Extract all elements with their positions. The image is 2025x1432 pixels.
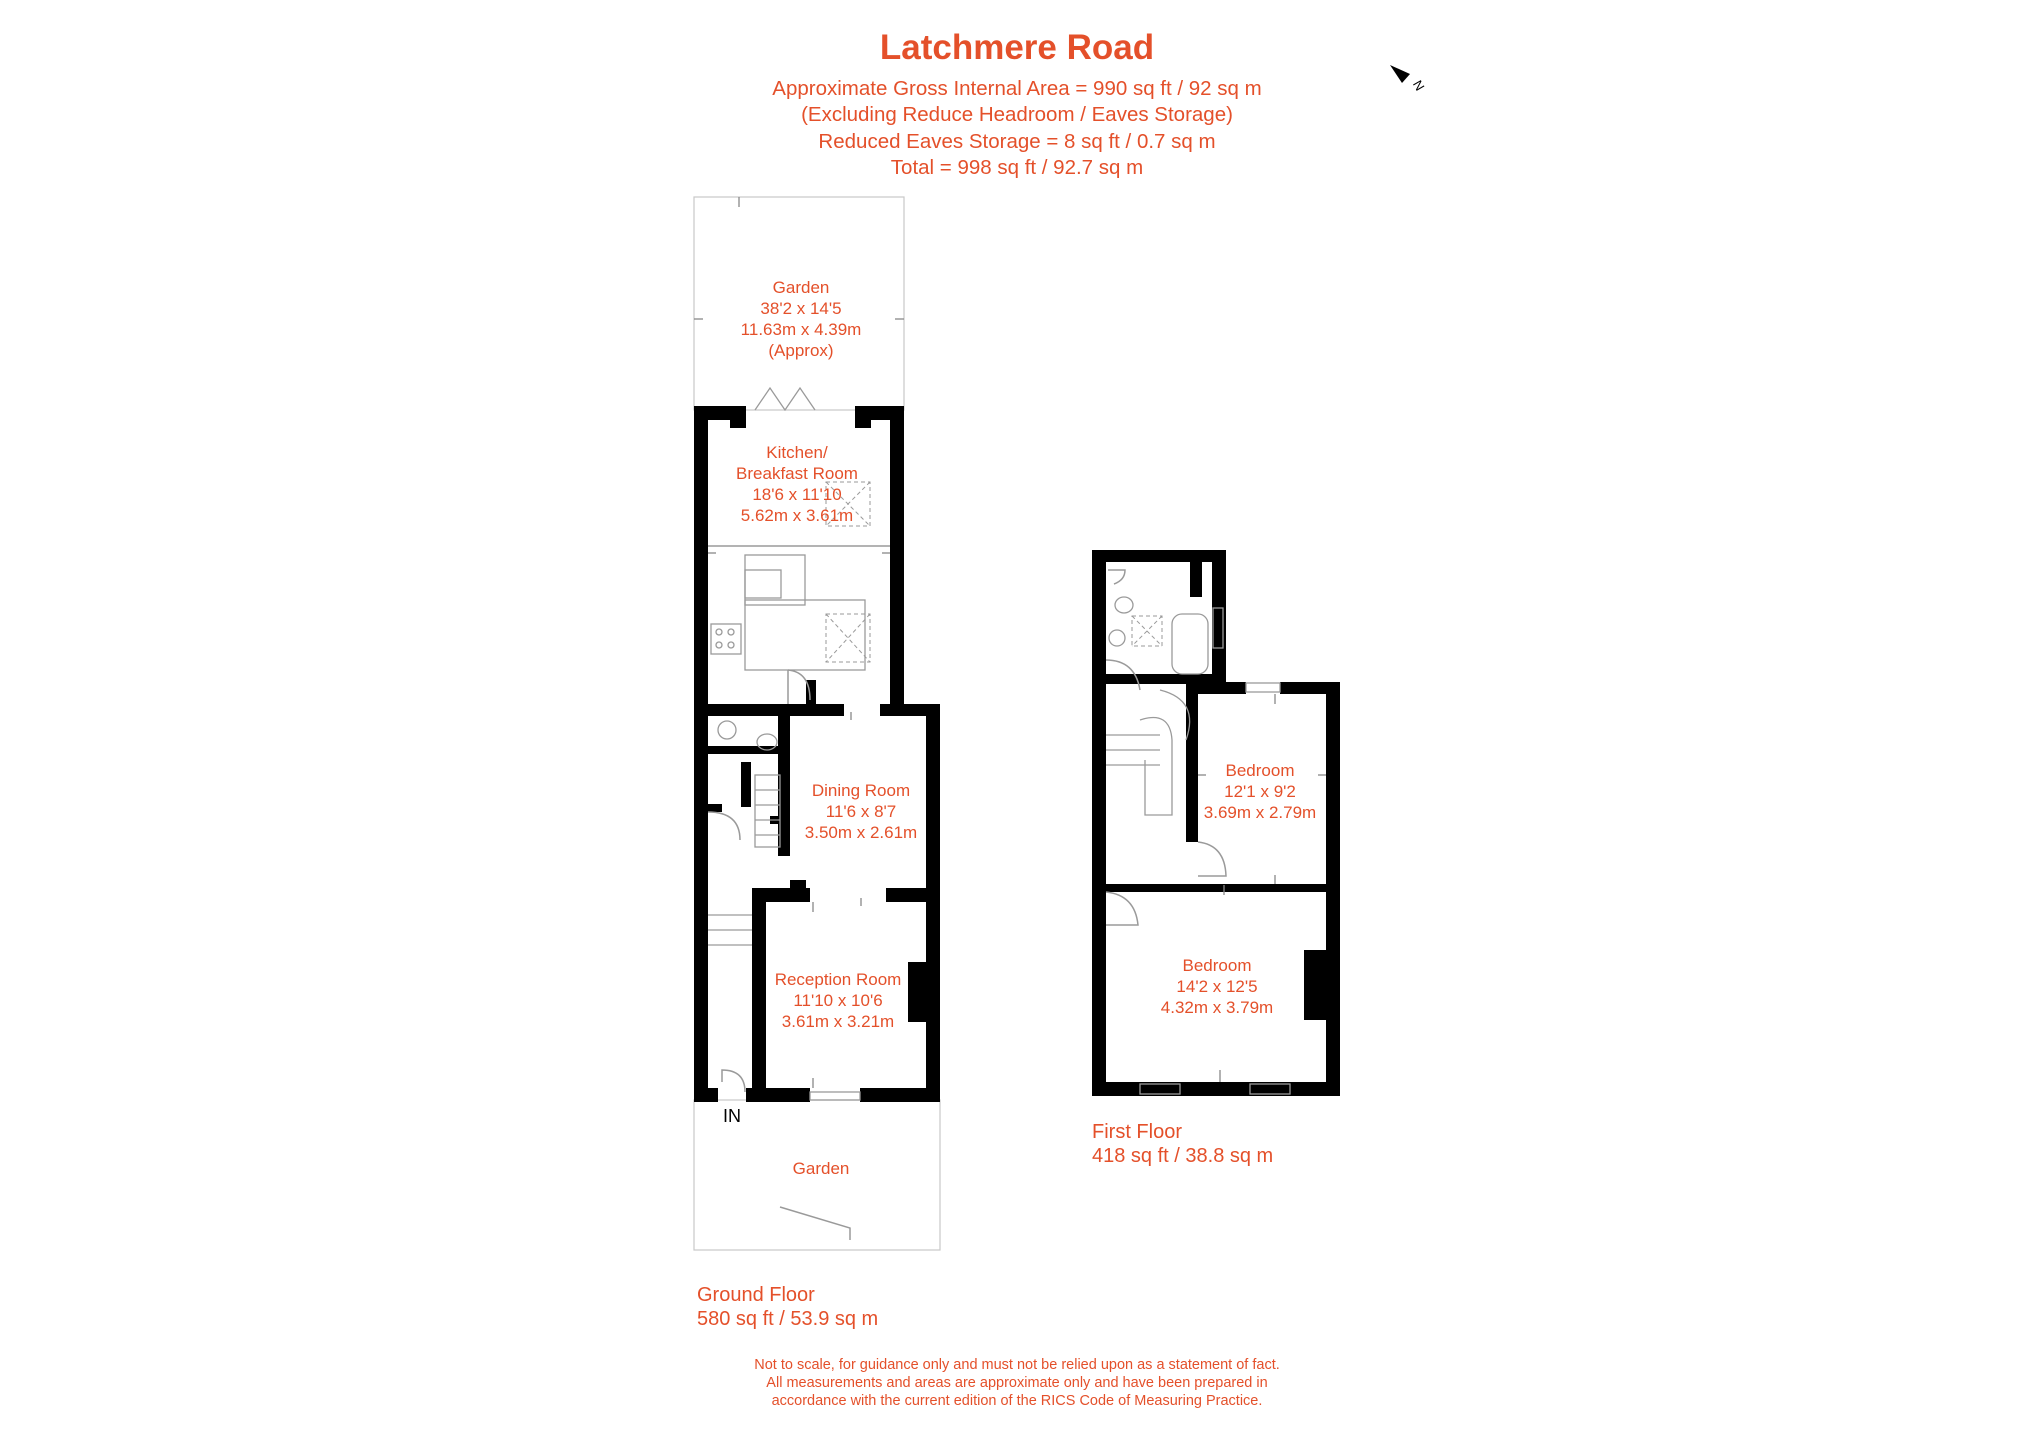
wall [1186,682,1198,842]
wall [1092,550,1224,562]
room-metric-size: 11.63m x 4.39m [740,320,862,339]
wall [855,406,871,428]
wall [694,704,708,1102]
toilet-icon [1115,597,1133,613]
wall [1092,550,1106,1096]
compass-icon [1390,65,1410,83]
disclaimer-line: accordance with the current edition of the RICS Code of Measuring Practice. [771,1393,1263,1409]
wall [730,406,746,428]
chimney-breast [908,962,928,1022]
dining-room-label [805,780,917,843]
wall [790,880,806,892]
door-icon [708,812,740,840]
room-name: Reception Room [774,970,902,989]
room-name: Garden [772,278,830,297]
door-icon [1108,570,1125,584]
floor-area: 580 sq ft / 53.9 sq m [697,1308,879,1330]
room-imperial-size: 11'10 x 10'6 [793,991,883,1010]
wall [741,762,751,807]
door-icon [1198,842,1226,876]
wall [860,1088,940,1102]
plan-title: Latchmere Road [879,28,1155,67]
compass-north-label: N [1409,77,1428,94]
room-name: Dining Room [811,781,911,800]
wall [694,406,708,712]
door-icon [722,1070,745,1092]
floor-area: 418 sq ft / 38.8 sq m [1092,1145,1274,1167]
room-imperial-size: 11'6 x 8'7 [825,802,897,821]
bedroom-small-label [1204,760,1316,823]
sink-icon [745,570,781,598]
room-imperial-size: 14'2 x 12'5 [1176,977,1258,996]
basin-icon [1109,630,1125,646]
wall [708,804,722,812]
room-name: Garden [792,1159,850,1178]
wall [752,888,766,1102]
room-name: Bedroom [1182,956,1252,975]
disclaimer [754,1356,1280,1410]
room-metric-size: 3.50m x 2.61m [804,823,918,842]
room-name-cont: Breakfast Room [736,464,858,483]
door-icon [1106,892,1138,925]
wall [1106,884,1340,892]
wall [694,704,844,716]
first-floor-label [1092,1120,1273,1168]
room-imperial-size: 38'2 x 14'5 [760,299,842,318]
gross-area-text: Approximate Gross Internal Area = 990 sq ft / 92 sq m [772,77,1262,100]
hob-icon [711,624,741,654]
total-area-text: Total = 998 sq ft / 92.7 sq m [890,156,1144,179]
window-icon [810,1092,860,1100]
bath-icon [1172,614,1208,674]
room-metric-size: 5.62m x 3.61m [740,506,854,525]
room-metric-size: 4.32m x 3.79m [1160,998,1274,1017]
bedroom-large-label [1161,955,1273,1018]
room-metric-size: 3.61m x 3.21m [781,1012,895,1031]
wall [1092,1082,1340,1096]
rear-garden-label [741,277,862,361]
room-name: Kitchen/ [766,443,828,462]
area-exclusion-note: (Excluding Reduce Headroom / Eaves Storage) [801,103,1233,126]
room-note: (Approx) [768,341,834,360]
disclaimer-line: All measurements and areas are approximate only and have been prepared in [766,1375,1268,1391]
stairs-icon [1106,690,1190,815]
kitchen-label [736,442,858,526]
chimney-breast [1304,950,1326,1020]
basin-icon [718,721,736,739]
room-name: Bedroom [1225,761,1295,780]
bifold-door-icon [755,388,815,410]
reception-room-label [775,969,902,1032]
kitchen-counter [745,600,865,670]
wall [1212,550,1226,682]
wall [886,888,940,902]
gate-icon [780,1207,850,1240]
floor-name: First Floor [1092,1121,1182,1143]
wall [708,746,788,754]
front-garden-label [793,1158,850,1179]
window-icon [1246,683,1280,692]
room-imperial-size: 12'1 x 9'2 [1224,782,1296,801]
wall [694,1088,718,1102]
floor-name: Ground Floor [697,1284,815,1306]
disclaimer-line: Not to scale, for guidance only and must not be relied upon as a statement of fact. [754,1357,1280,1373]
ground-floor-label [697,1283,878,1331]
wall [926,704,940,1102]
room-imperial-size: 18'6 x 11'10 [752,485,842,504]
eaves-storage-text: Reduced Eaves Storage = 8 sq ft / 0.7 sq m [818,130,1216,153]
wall [890,406,904,712]
wall [1190,555,1202,597]
room-metric-size: 3.69m x 2.79m [1203,803,1317,822]
entrance-label: IN [723,1106,741,1126]
